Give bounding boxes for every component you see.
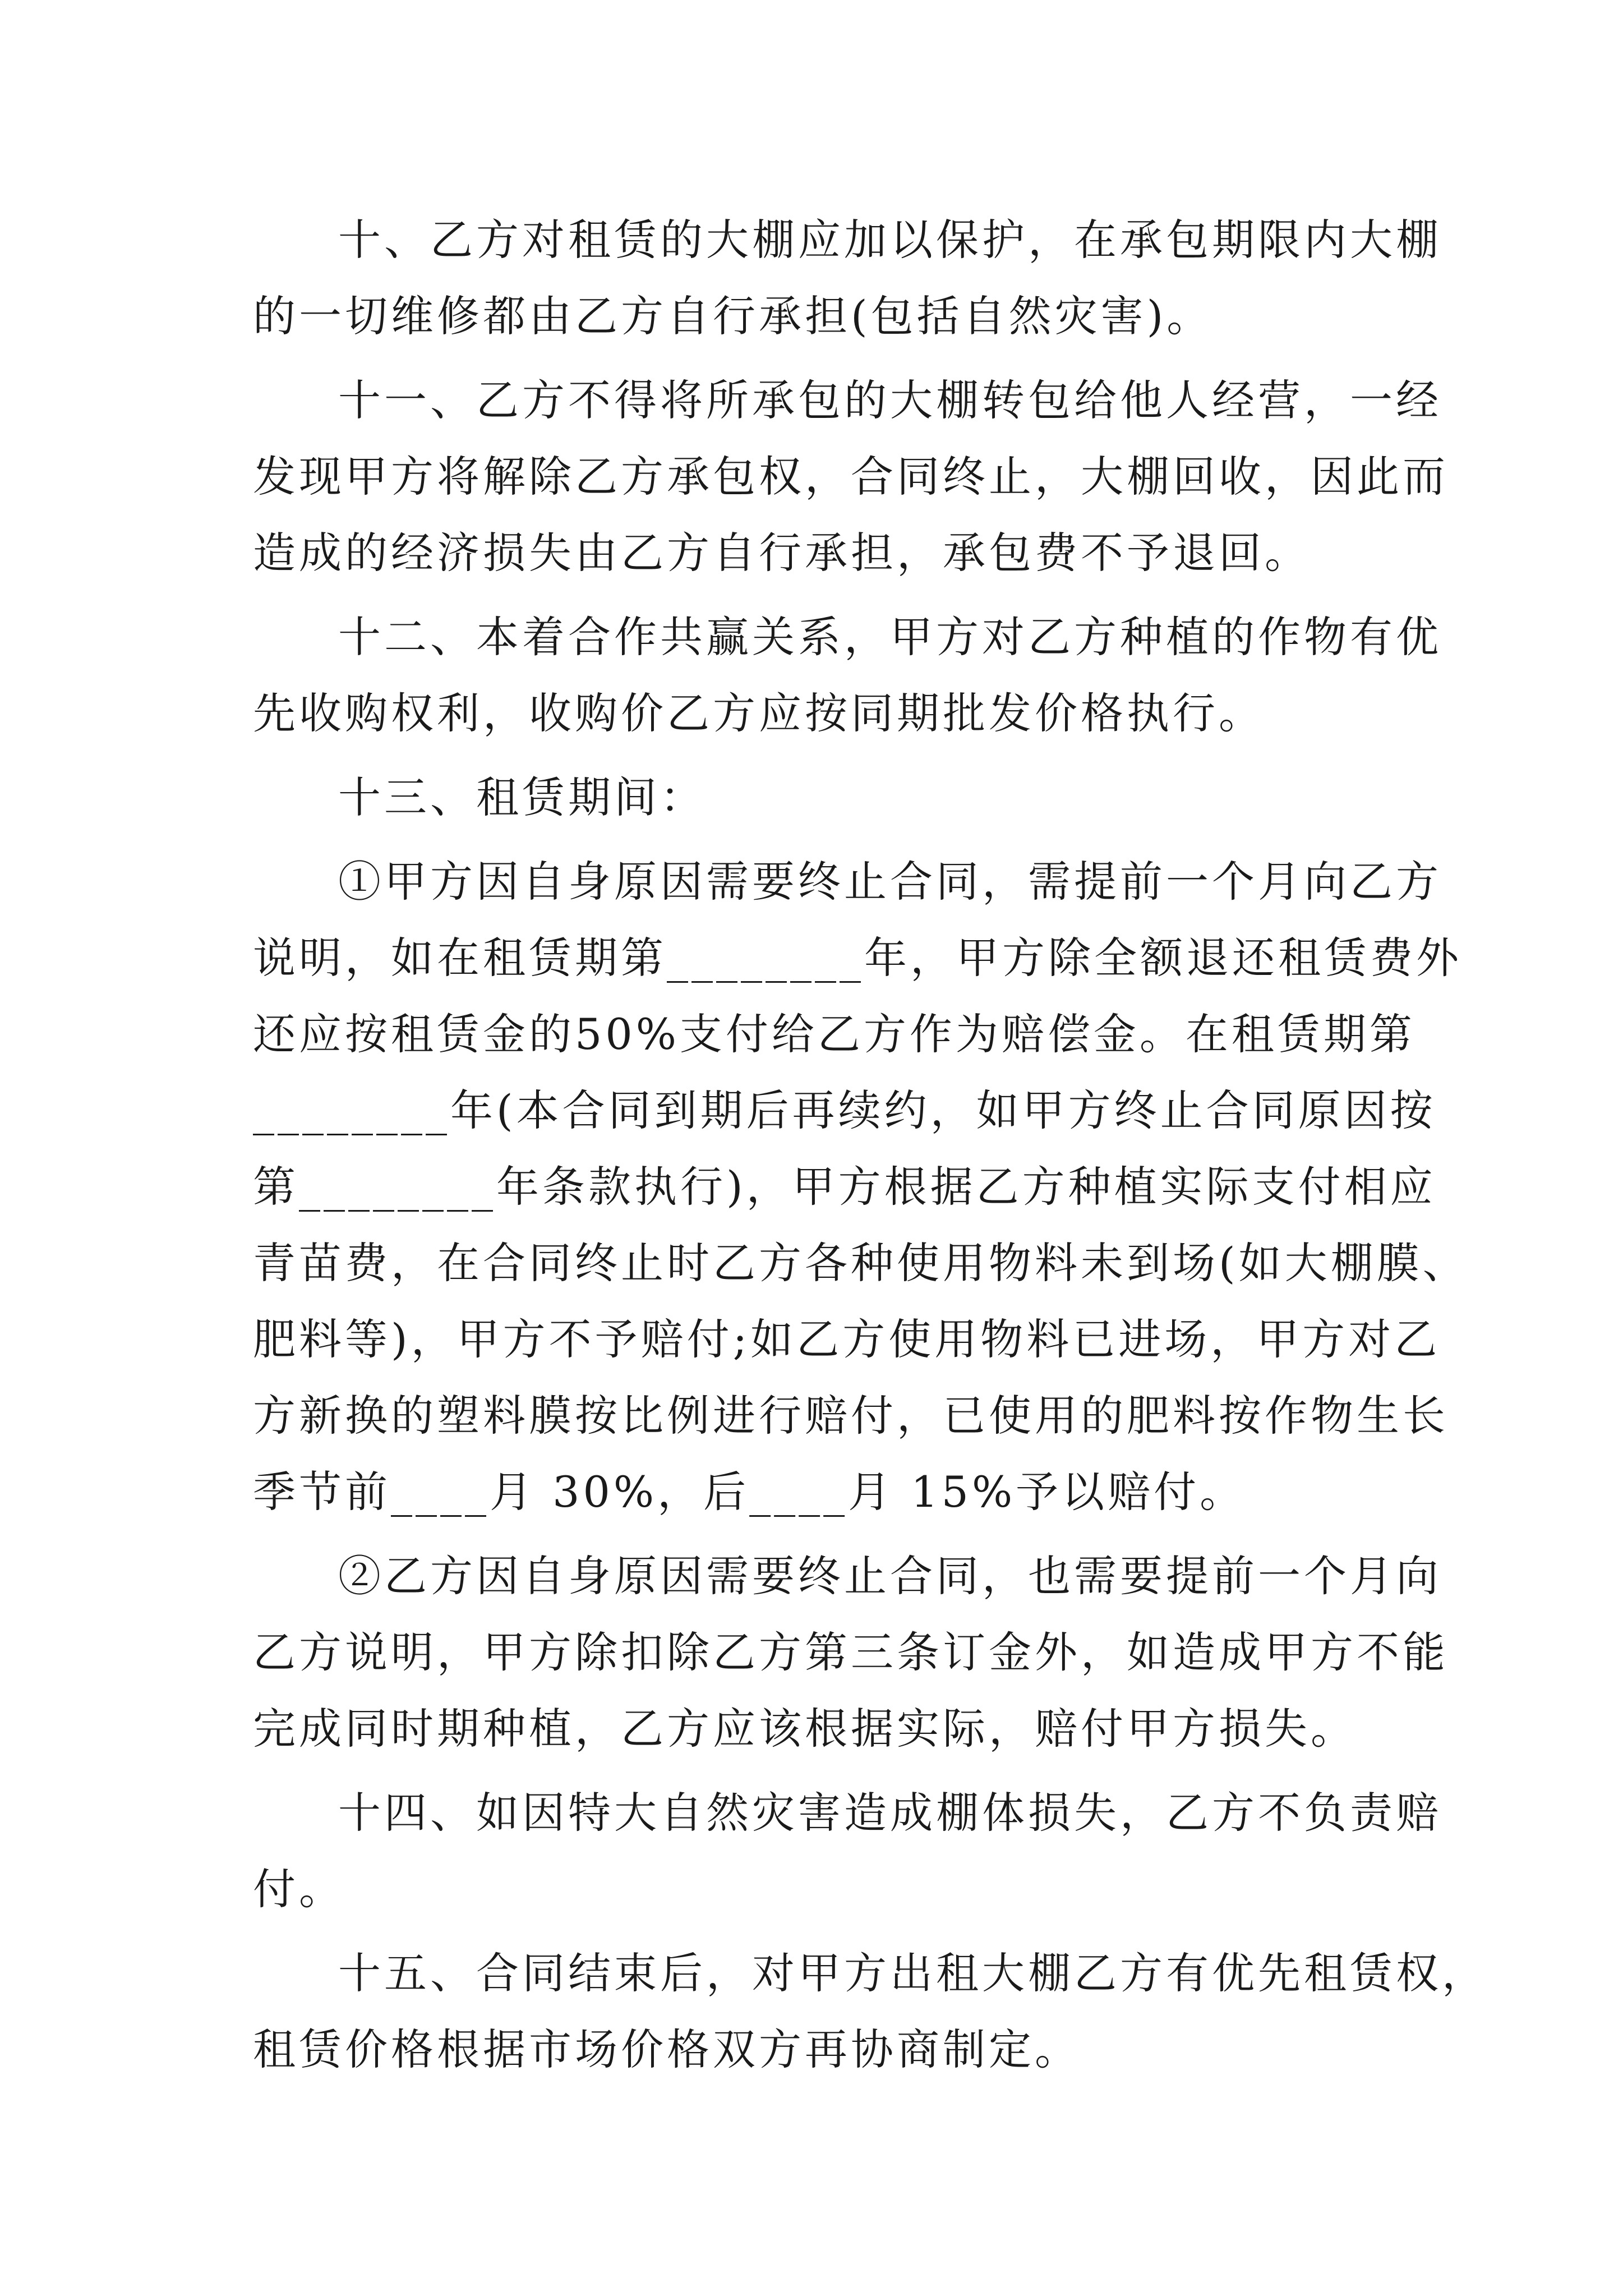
clause-10-line-1: 十、乙方对租赁的大棚应加以保护，在承包期限内大棚 [338, 215, 1442, 265]
clause-13-item-1-line-3: 还应按租赁金的50%支付给乙方作为赔偿金。在租赁期第 [253, 1009, 1415, 1059]
clause-13-heading: 十三、租赁期间： [338, 772, 706, 822]
clause-13-item-1-line-8: 方新换的塑料膜按比例进行赔付，已使用的肥料按作物生长 [253, 1391, 1449, 1441]
clause-11-line-2: 发现甲方将解除乙方承包权，合同终止，大棚回收，因此而 [253, 452, 1449, 501]
paragraph-gap [253, 1530, 1386, 1538]
clause-14-line-1: 十四、如因特大自然灾害造成棚体损失，乙方不负责赔 [338, 1788, 1442, 1838]
clause-13-item-1-line-1: ①甲方因自身原因需要终止合同，需提前一个月向乙方 [338, 857, 1442, 907]
clause-11-line-3: 造成的经济损失由乙方自行承担，承包费不予退回。 [253, 528, 1311, 578]
clause-15-line-1: 十五、合同结束后，对甲方出租大棚乙方有优先租赁权， [338, 1948, 1488, 1998]
paragraph-gap [253, 355, 1386, 362]
paragraph-gap [253, 836, 1386, 844]
clause-13-item-1-line-2: 说明，如在租赁期第________年，甲方除全额退还租赁费外 [253, 933, 1462, 983]
clause-10-line-2: 的一切维修都由乙方自行承担(包括自然灾害)。 [253, 291, 1213, 341]
clause-13-item-1-line-4: ________年(本合同到期后再续约，如甲方终止合同原因按 [253, 1085, 1436, 1135]
clause-12-line-1: 十二、本着合作共赢关系，甲方对乙方种植的作物有优 [338, 612, 1442, 662]
paragraph-gap [253, 752, 1386, 760]
paragraph-gap [253, 1927, 1386, 1935]
clause-13-item-2-line-1: ②乙方因自身原因需要终止合同，也需要提前一个月向 [338, 1551, 1442, 1601]
clause-13-item-1-line-7: 肥料等)，甲方不予赔付;如乙方使用物料已进场，甲方对乙 [253, 1314, 1441, 1364]
clause-13-item-2-line-3: 完成同时期种植，乙方应该根据实际，赔付甲方损失。 [253, 1704, 1357, 1754]
document-body [253, 202, 1488, 2088]
paragraph-gap [253, 1767, 1386, 1775]
clause-13-item-2-line-2: 乙方说明，甲方除扣除乙方第三条订金外，如造成甲方不能 [253, 1627, 1449, 1677]
clause-13-item-1-line-5: 第________年条款执行)，甲方根据乙方种植实际支付相应 [253, 1162, 1436, 1212]
clause-14-line-2: 付。 [253, 1864, 345, 1914]
clause-13-item-1-line-6: 青苗费，在合同终止时乙方各种使用物料未到场(如大棚膜、 [253, 1238, 1469, 1288]
paragraph-gap [253, 591, 1386, 599]
clause-13-item-1-line-9: 季节前____月 30%，后____月 15%予以赔付。 [253, 1467, 1246, 1517]
clause-12-line-2: 先收购权利，收购价乙方应按同期批发价格执行。 [253, 688, 1265, 738]
clause-11-line-1: 十一、乙方不得将所承包的大棚转包给他人经营，一经 [338, 375, 1442, 425]
clause-15-line-2: 租赁价格根据市场价格双方再协商制定。 [253, 2024, 1081, 2074]
